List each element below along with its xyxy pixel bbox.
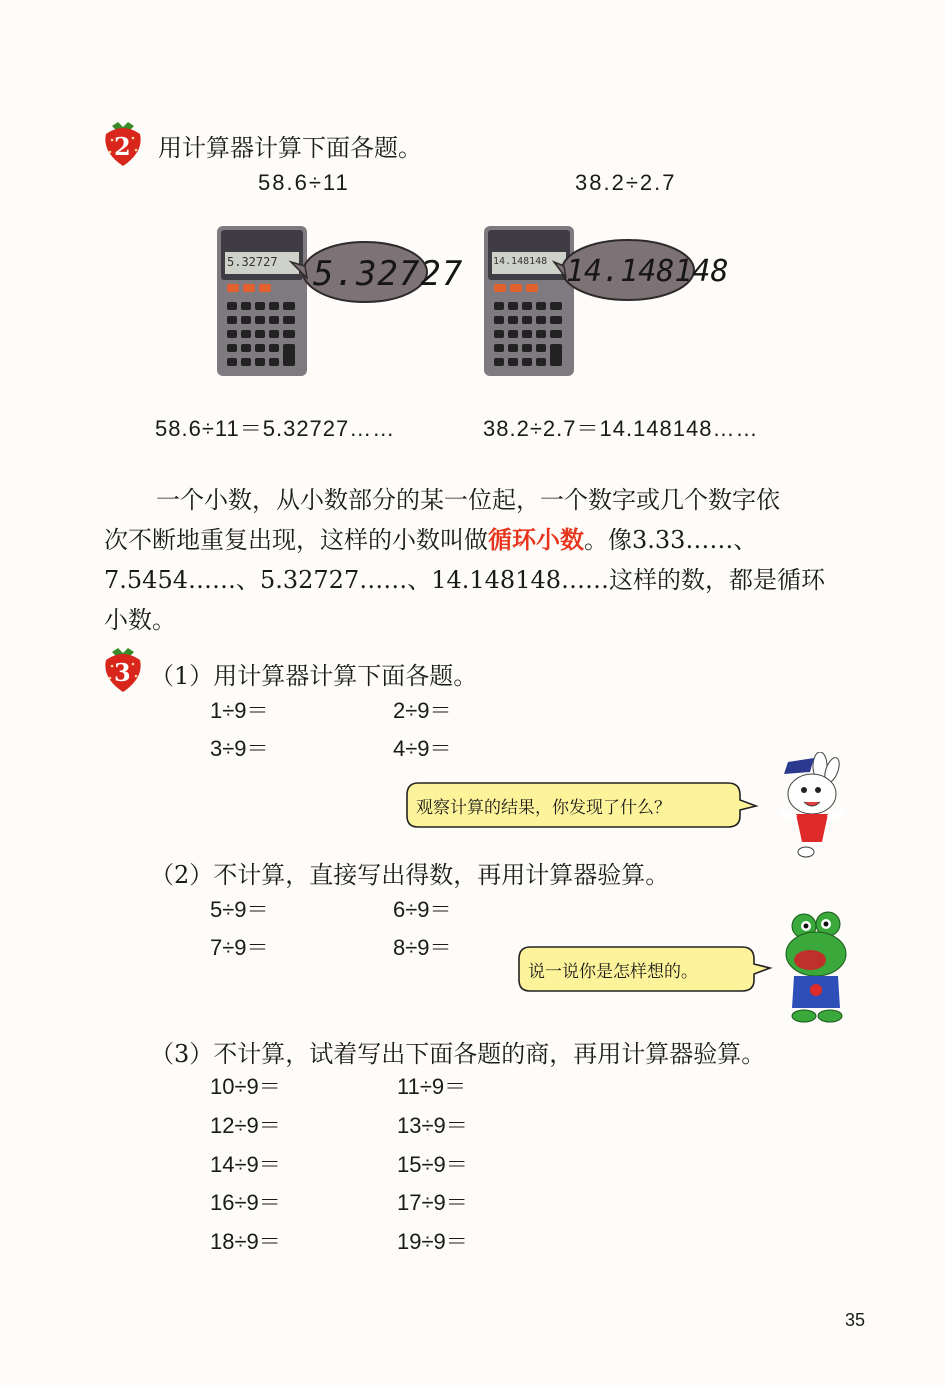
speech-bubble-1 [404,780,764,830]
part3-title: （3）不计算，试着写出下面各题的商，再用计算器验算。 [150,1040,766,1068]
section2-prompt: 用计算器计算下面各题。 [158,134,422,162]
part1-item: 2÷9＝ [393,698,452,723]
rabbit-icon [770,752,850,862]
calculator-left [215,222,464,382]
small-display-right: 14.148148 [493,256,548,267]
calculator-right [482,222,729,382]
speech-bubble-2 [516,944,776,994]
part1-item: 3÷9＝ [210,736,269,761]
result-left: 58.6÷11＝5.32727…… [155,416,396,441]
bubble2-text: 说一说你是怎样想的。 [528,962,698,982]
definition-line2 [104,520,825,560]
part2-item: 7÷9＝ [210,935,269,960]
part1-title: （1）用计算器计算下面各题。 [150,662,478,690]
definition-paragraph [104,480,825,640]
display-zoom-left: 5.32727 [313,254,464,294]
calculator-icon [215,222,435,382]
rabbit-character [770,752,850,866]
badge-number: 3 [114,658,131,687]
part1-item: 1÷9＝ [210,698,269,723]
frog-icon [776,910,856,1030]
definition-text: 次不断地重复出现，这样的小数叫做 [104,526,488,554]
part2-item: 8÷9＝ [393,935,452,960]
result-right: 38.2÷2.7＝14.148148…… [483,416,759,441]
problem-left: 58.6÷11 [258,170,350,195]
strawberry-badge-2 [100,118,146,172]
part3-item: 19÷9＝ [397,1229,468,1254]
part3-item: 10÷9＝ [210,1074,281,1099]
part2-item: 5÷9＝ [210,897,269,922]
part3-item: 13÷9＝ [397,1113,468,1138]
strawberry-badge-3 [100,644,146,698]
problem-right: 38.2÷2.7 [575,170,677,195]
part3-item: 14÷9＝ [210,1152,281,1177]
definition-line1: 一个小数，从小数部分的某一位起，一个数字或几个数字依 [156,486,780,514]
term-highlight: 循环小数 [488,526,584,554]
frog-character [776,910,856,1034]
definition-text: 。像3.33……、 [584,526,758,554]
part3-item: 11÷9＝ [397,1074,467,1099]
part2-title: （2）不计算，直接写出得数，再用计算器验算。 [150,861,670,889]
part1-item: 4÷9＝ [393,736,452,761]
small-display-left: 5.32727 [227,255,278,269]
display-zoom-right: 14.148148 [566,254,729,289]
part2-item: 6÷9＝ [393,897,452,922]
part3-item: 15÷9＝ [397,1152,468,1177]
definition-line4: 小数。 [104,606,176,634]
definition-line3: 7.5454……、5.32727……、14.148148……这样的数，都是循环 [104,566,826,594]
page-number: 35 [845,1310,866,1330]
bubble1-text: 观察计算的结果，你发现了什么？ [416,798,671,818]
part3-item: 18÷9＝ [210,1229,281,1254]
part3-item: 12÷9＝ [210,1113,281,1138]
calculator-icon [482,222,702,382]
part3-item: 16÷9＝ [210,1190,281,1215]
part3-item: 17÷9＝ [397,1190,468,1215]
badge-number: 2 [114,132,131,161]
